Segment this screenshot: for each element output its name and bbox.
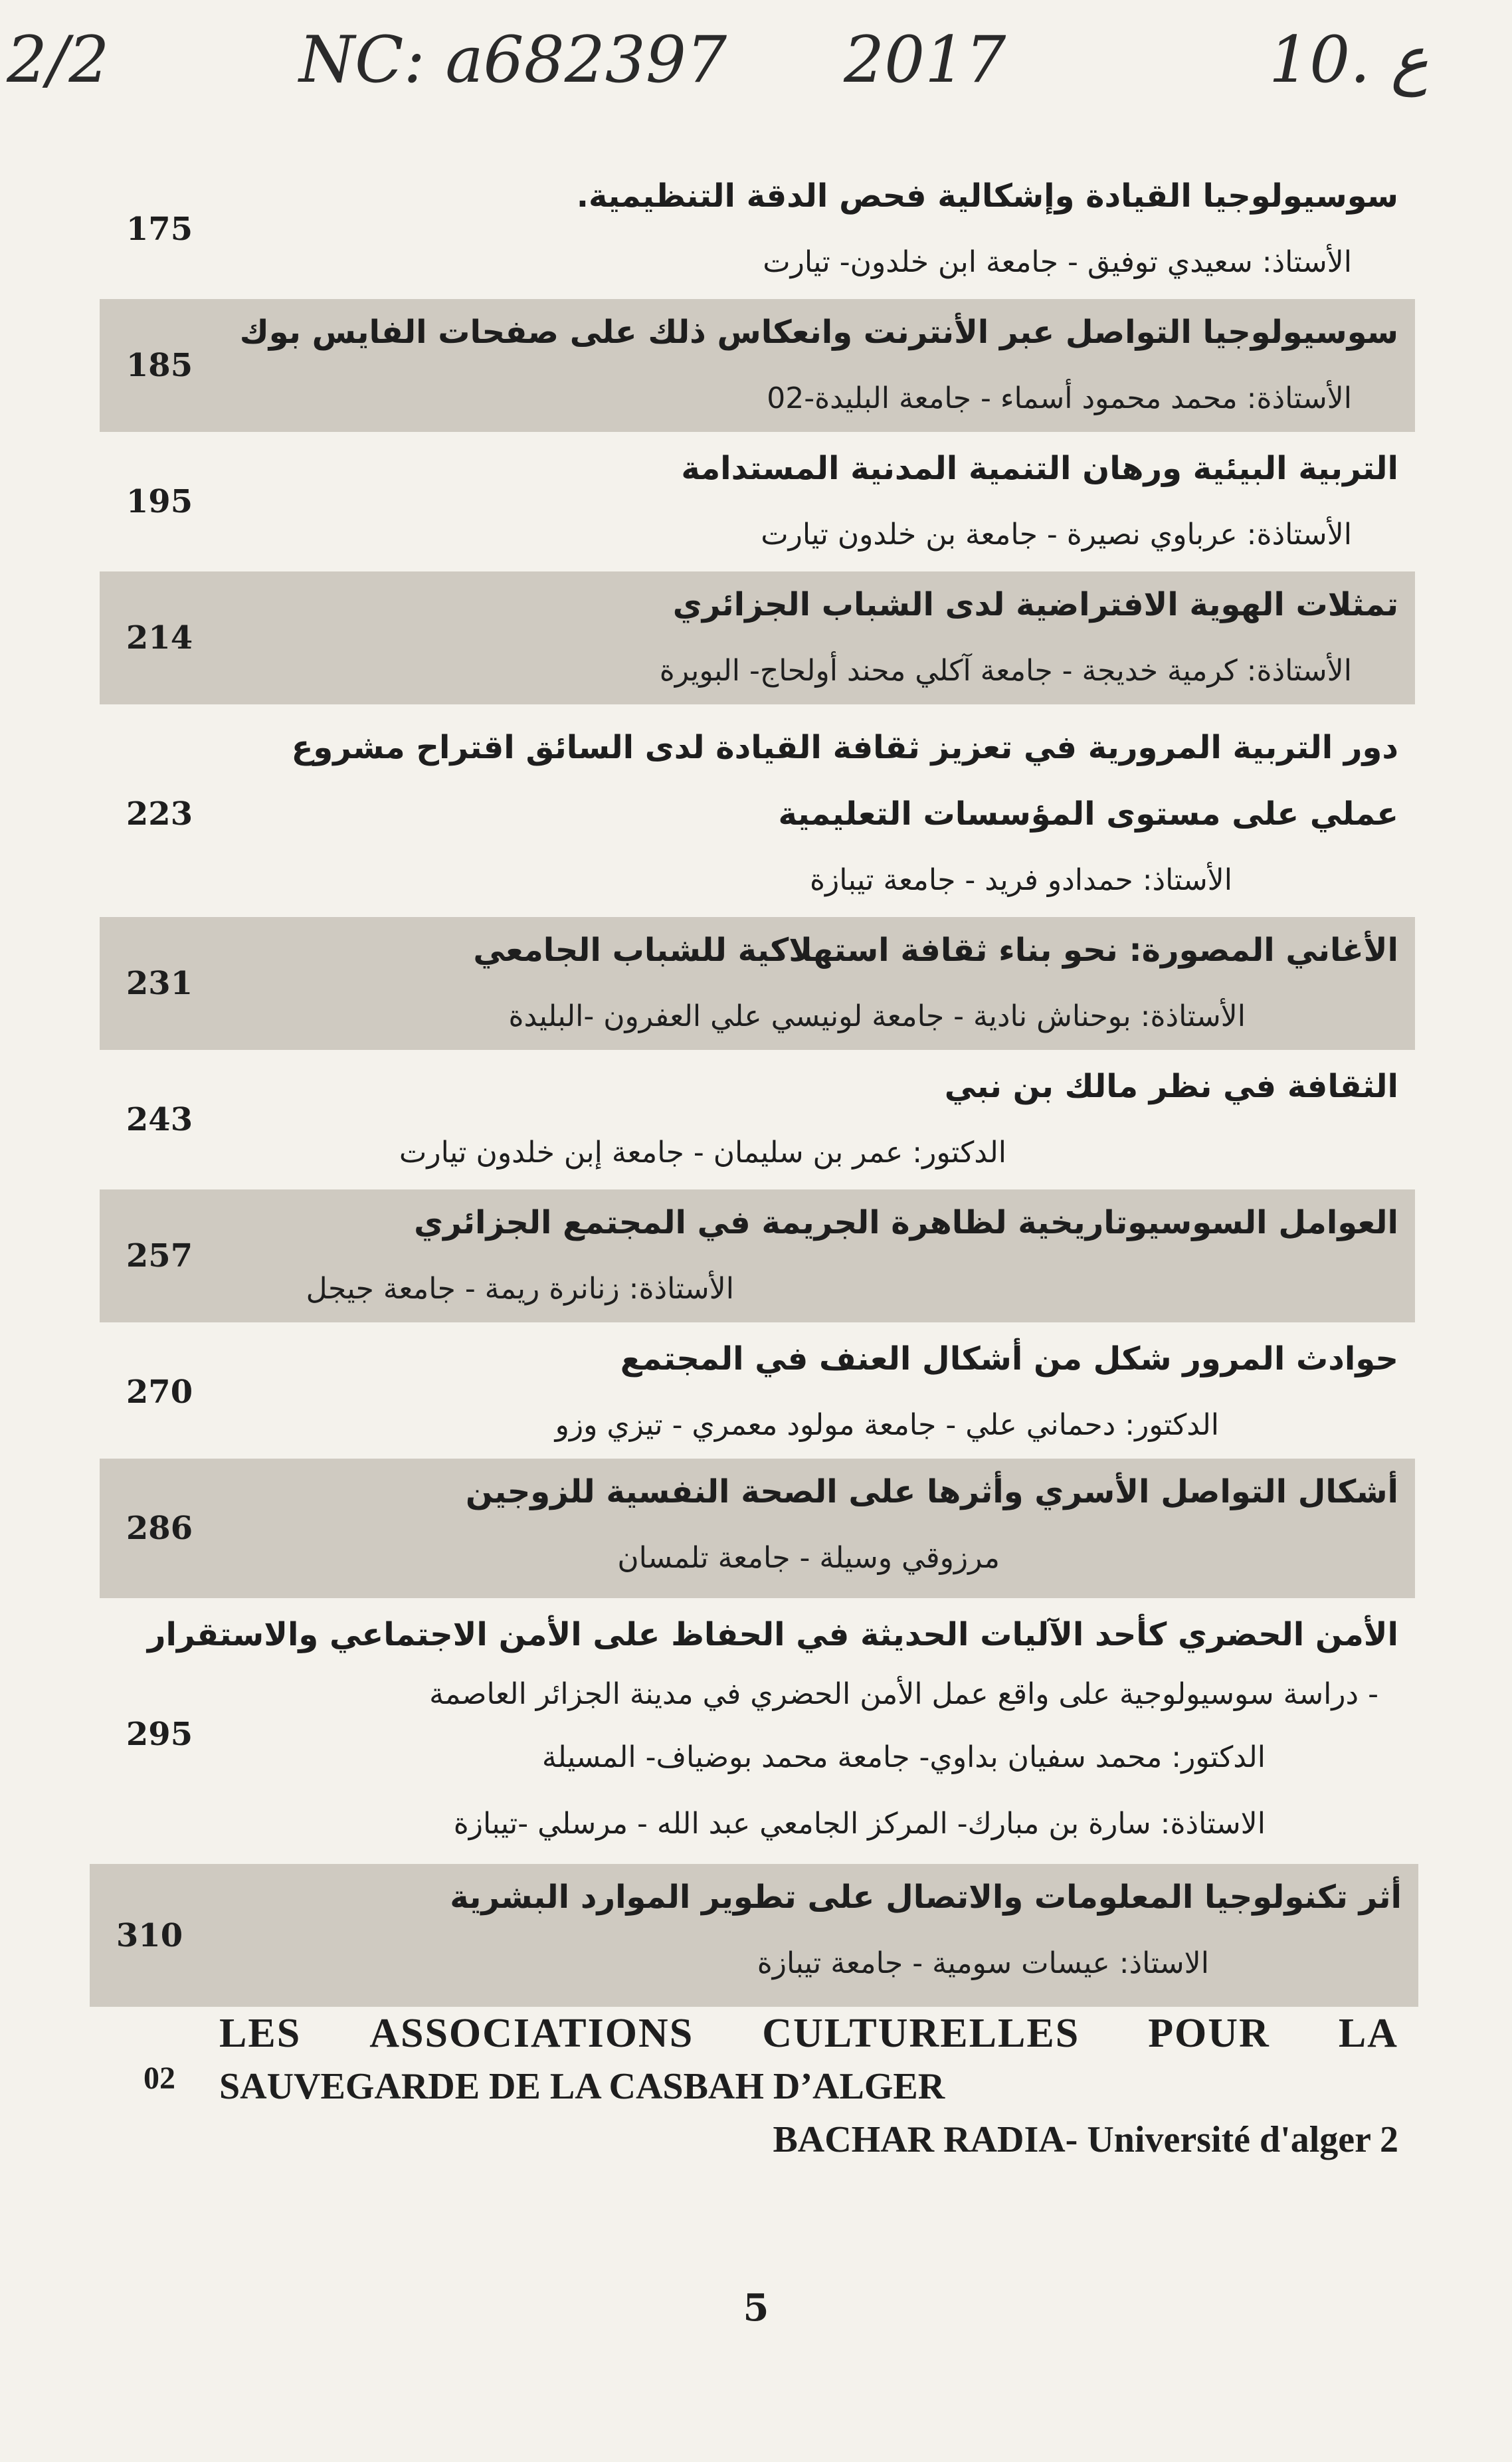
toc-page-number: 195 bbox=[126, 483, 193, 520]
french-title-word: LA bbox=[1338, 2011, 1398, 2056]
toc-page-number: 223 bbox=[126, 795, 193, 833]
toc-entry bbox=[100, 299, 1415, 432]
toc-entry bbox=[100, 163, 1415, 296]
toc-entry bbox=[100, 1326, 1415, 1459]
toc-title: الثقافة في نظر مالك بن نبي bbox=[944, 1068, 1398, 1105]
handwritten-catalog-number: NC: a682397 bbox=[299, 23, 727, 97]
toc-entry-body bbox=[246, 917, 1398, 1050]
toc-entry bbox=[90, 1864, 1418, 2007]
toc-page-number: 310 bbox=[116, 1916, 183, 1954]
toc-page-number: 295 bbox=[126, 1716, 193, 1753]
toc-title: أشكال التواصل الأسري وأثرها على الصحة النفسية للزوجين bbox=[465, 1473, 1398, 1510]
toc-title: الأغاني المصورة: نحو بناء ثقافة استهلاكية للشباب الجامعي bbox=[473, 932, 1398, 969]
french-title-word: POUR bbox=[1148, 2011, 1270, 2056]
toc-title: أثر تكنولوجيا المعلومات والاتصال على تطوير الموارد البشرية bbox=[450, 1879, 1402, 1916]
toc-title: تمثلات الهوية الافتراضية لدى الشباب الجزائري bbox=[672, 586, 1398, 623]
toc-entry bbox=[100, 917, 1415, 1050]
toc-entry bbox=[100, 714, 1415, 914]
toc-page-number: 243 bbox=[126, 1101, 193, 1138]
handwritten-shelf-code: 10. ع bbox=[1269, 23, 1429, 97]
toc-title: سوسيولوجيا التواصل عبر الأنترنت وانعكاس ذلك على صفحات الفايس بوك bbox=[239, 314, 1398, 351]
handwritten-year: 2017 bbox=[844, 23, 1006, 97]
toc-entry bbox=[100, 1605, 1415, 1864]
page-number: 5 bbox=[743, 2286, 769, 2330]
french-title-word: ASSOCIATIONS bbox=[369, 2011, 694, 2056]
toc-author: الاستاذة: سارة بن مبارك- المركز الجامعي عبد الله - مرسلي -تيبازة bbox=[453, 1807, 1266, 1841]
french-author: BACHAR RADIA- Université d'alger 2 bbox=[773, 2119, 1398, 2160]
toc-page-number: 286 bbox=[126, 1510, 193, 1547]
toc-title: حوادث المرور شكل من أشكال العنف في المجتمع bbox=[620, 1340, 1398, 1378]
toc-title: التربية البيئية ورهان التنمية المدنية المستدامة bbox=[681, 450, 1398, 487]
toc-author: الأستاذة: زنانرة ريمة - جامعة جيجل bbox=[306, 1272, 734, 1306]
toc-entry-body bbox=[246, 163, 1398, 296]
toc-page-number: 257 bbox=[126, 1237, 193, 1275]
toc-author: الأستاذة: كرمية خديجة - جامعة آكلي محند أولحاج- البويرة bbox=[659, 654, 1352, 688]
toc-entry-body bbox=[246, 571, 1398, 704]
toc-author: الأستاذة: عرباوي نصيرة - جامعة بن خلدون تيارت bbox=[761, 518, 1352, 552]
handwritten-fraction: 2/2 bbox=[7, 23, 110, 97]
toc-entry-body bbox=[239, 299, 1398, 432]
toc-title: سوسيولوجيا القيادة وإشكالية فحص الدقة التنظيمية. bbox=[576, 177, 1398, 215]
toc-author: الأستاذ: حمدادو فريد - جامعة تيبازة bbox=[809, 863, 1232, 897]
toc-page-number: 214 bbox=[126, 619, 193, 657]
french-title-line-1 bbox=[219, 2007, 1398, 2060]
toc-entry-body bbox=[246, 1189, 1398, 1322]
toc-title: دور التربية المرورية في تعزيز ثقافة القيادة لدى السائق اقتراح مشروع عملي على مستوى المؤسسات التعليمية bbox=[291, 729, 1398, 833]
toc-author: الدكتور: دحماني علي - جامعة مولود معمري - تيزي وزو bbox=[555, 1408, 1219, 1442]
toc-entry bbox=[100, 1189, 1415, 1322]
toc-entry-body bbox=[246, 1459, 1398, 1598]
toc-author: مرزوقي وسيلة - جامعة تلمسان bbox=[617, 1541, 1000, 1575]
french-title-word: CULTURELLES bbox=[762, 2011, 1080, 2056]
toc-entry-french bbox=[100, 2007, 1415, 2173]
toc-page-number: 231 bbox=[126, 965, 193, 1002]
toc-entry bbox=[100, 1459, 1415, 1598]
toc-page-number: 02 bbox=[143, 2061, 175, 2096]
toc-author: الأستاذ: سعيدي توفيق - جامعة ابن خلدون- تيارت bbox=[763, 245, 1352, 279]
toc-entry-body bbox=[246, 1053, 1398, 1186]
toc-entry-body bbox=[236, 1864, 1402, 2007]
toc-page-number: 175 bbox=[126, 211, 193, 248]
toc-page-number: 270 bbox=[126, 1374, 193, 1411]
french-title-line-2: SAUVEGARDE DE LA CASBAH D’ALGER bbox=[219, 2066, 945, 2107]
toc-author: الدكتور: عمر بن سليمان - جامعة إبن خلدون تيارت bbox=[399, 1136, 1006, 1170]
toc-author: الأستاذة: محمد محمود أسماء - جامعة البليدة-02 bbox=[767, 381, 1352, 415]
toc-entry-body bbox=[246, 1326, 1398, 1459]
french-title-word: LES bbox=[219, 2011, 302, 2056]
toc-entry bbox=[100, 1053, 1415, 1186]
toc-author: الأستاذة: بوحناش نادية - جامعة لونيسي علي العفرون -البليدة bbox=[508, 999, 1246, 1033]
toc-entry bbox=[100, 435, 1415, 568]
toc-page-number: 185 bbox=[126, 347, 193, 384]
toc-entry bbox=[100, 571, 1415, 704]
toc-entry-body bbox=[246, 435, 1398, 568]
toc-subtitle: - دراسة سوسيولوجية على واقع عمل الأمن الحضري في مدينة الجزائر العاصمة bbox=[429, 1677, 1378, 1711]
toc-author: الاستاذ: عيسات سومية - جامعة تيبازة bbox=[757, 1946, 1209, 1980]
toc-title: العوامل السوسيوتاريخية لظاهرة الجريمة في المجتمع الجزائري bbox=[414, 1204, 1398, 1241]
toc-entry-body bbox=[246, 714, 1398, 914]
toc-author: الدكتور: محمد سفيان بداوي- جامعة محمد بوضياف- المسيلة bbox=[541, 1740, 1266, 1774]
toc-title: الأمن الحضري كأحد الآليات الحديثة في الحفاظ على الأمن الاجتماعي والاستقرار bbox=[147, 1616, 1398, 1653]
